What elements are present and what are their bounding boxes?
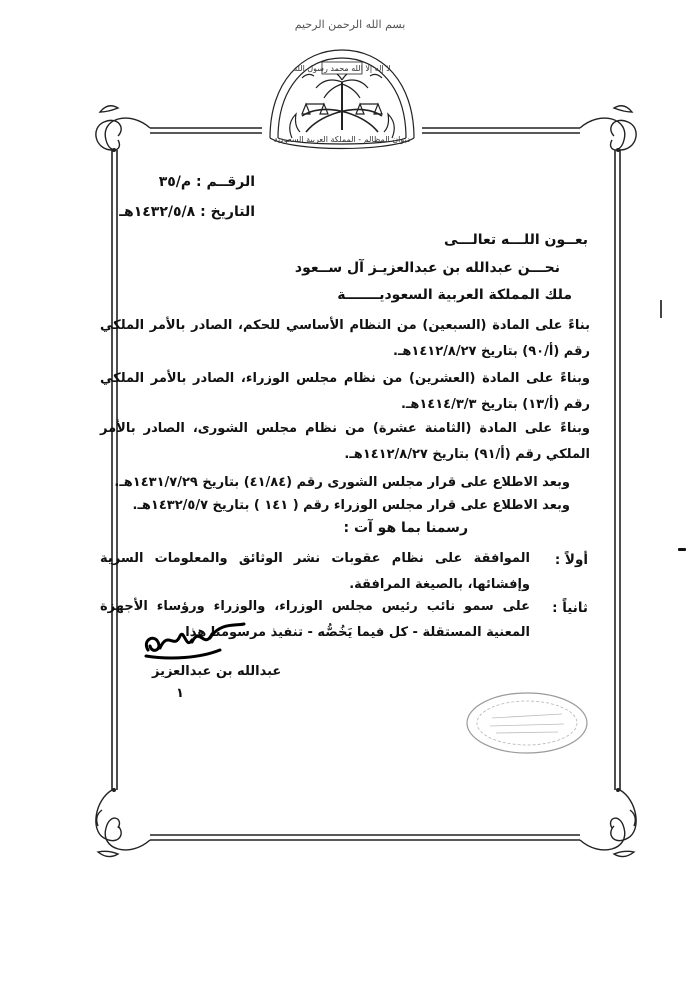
recital-3: وبناءً على المادة (الثامنة عشرة) من نظام مجلس الشورى، الصادر بالأمر الملكي رقم (أ/٩١) بتاريخ ١٤١٢/٨/٢٧هـ. <box>100 421 590 462</box>
recital-2: وبناءً على المادة (العشرين) من نظام مجلس الوزراء، الصادر بالأمر الملكي رقم (أ/١٣) بتاريخ ١٤١٤/٣/٣هـ. <box>100 371 590 412</box>
signer-name: عبدالله بن عبدالعزيز <box>152 664 282 679</box>
invocation: بعــون اللـــه تعالـــى <box>443 232 588 248</box>
king-name: نحـــن عبدالله بن عبدالعزيـز آل ســعود <box>294 260 560 276</box>
article-2-label: ثانياً : <box>552 600 588 616</box>
stamp-seal <box>462 688 592 758</box>
recital-4: وبعد الاطلاع على قرار مجلس الشورى رقم (٤١/٨٤) بتاريخ ١٤٣١/٧/٢٩هـ. <box>114 475 570 490</box>
article-2-text: على سمو نائب رئيس مجلس الوزراء، والوزراء ورؤساء الأجهزة المعنية المستقلة - كل فيما يَخُصُّه - تنفيذ مرسومنا هذا. <box>100 599 530 640</box>
emblem-ring-text: ديوان المظالم - المملكة العربية السعودية <box>273 135 411 144</box>
recital-5: وبعد الاطلاع على قرار مجلس الوزراء رقم ( ١٤١ ) بتاريخ ١٤٣٢/٥/٧هـ. <box>132 498 570 513</box>
reference-number: الرقــم : م/٣٥ <box>158 174 255 190</box>
saudi-emblem-icon <box>262 42 422 160</box>
royal-signature-icon <box>140 620 250 662</box>
reference-date: التاريخ : ١٤٣٢/٥/٨هـ <box>119 204 255 220</box>
recital-1: بناءً على المادة (السبعين) من النظام الأساسي للحكم، الصادر بالأمر الملكي رقم (أ/٩٠) بتاريخ ١٤١٢/٨/٢٧هـ. <box>100 318 590 359</box>
decree-intro: رسمنا بما هو آت : <box>343 520 468 536</box>
emblem-motto: لا إله إلا الله محمد رسول الله <box>293 64 391 73</box>
signer-mark: ١ <box>176 686 184 701</box>
article-1-label: أولاً : <box>554 552 588 568</box>
king-title: ملك المملكة العربية السعوديـــــــة <box>337 287 572 303</box>
article-1-text: الموافقة على نظام عقوبات نشر الوثائق والمعلومات السرية وإفشائها، بالصيغة المرافقة. <box>100 551 530 592</box>
scan-mark-dash <box>678 548 686 551</box>
basmala-text: بسم الله الرحمن الرحيم <box>294 18 406 31</box>
scan-mark <box>660 300 662 318</box>
